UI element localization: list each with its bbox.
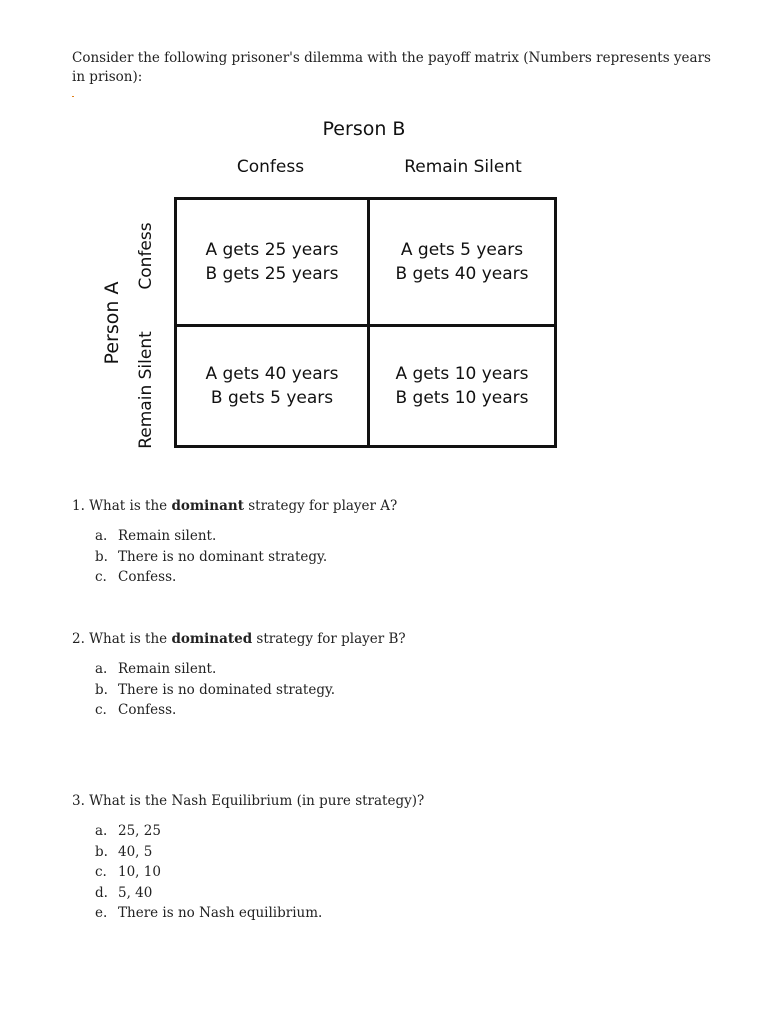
option-text: Confess. bbox=[118, 702, 177, 719]
question-2-post: strategy for player B? bbox=[252, 631, 406, 647]
option-letter: b. bbox=[95, 548, 108, 565]
cell-b-payoff: B gets 25 years bbox=[205, 264, 339, 284]
option-text: There is no Nash equilibrium. bbox=[118, 905, 323, 922]
option-text: Confess. bbox=[118, 569, 177, 586]
option-letter: b. bbox=[95, 843, 108, 860]
question-2-pre: 2. What is the bbox=[72, 631, 172, 647]
option-letter: d. bbox=[95, 884, 108, 901]
cell-a-payoff: A gets 40 years bbox=[205, 364, 339, 384]
payoff-matrix bbox=[174, 197, 557, 448]
option-letter: a. bbox=[95, 661, 108, 677]
cell-b-payoff: B gets 40 years bbox=[395, 264, 529, 284]
question-1-emphasis: dominant bbox=[171, 498, 244, 514]
question-3: 3. What is the Nash Equilibrium (in pure strategy)? bbox=[72, 793, 425, 809]
col-header-remain-silent: Remain Silent bbox=[404, 157, 522, 177]
question-2-emphasis: dominated bbox=[171, 631, 253, 647]
option-letter: a. bbox=[95, 528, 108, 544]
col-header-confess: Confess bbox=[236, 157, 305, 177]
cell-confess-silent bbox=[370, 200, 554, 324]
option-text: There is no dominated strategy. bbox=[118, 681, 336, 698]
col-player-label: Person B bbox=[322, 118, 406, 140]
option-letter: c. bbox=[95, 569, 107, 586]
option-text: 25, 25 bbox=[118, 823, 161, 839]
cell-b-payoff: B gets 10 years bbox=[395, 388, 529, 408]
option-text: 10, 10 bbox=[118, 864, 161, 881]
cell-a-payoff: A gets 10 years bbox=[395, 364, 529, 384]
cell-a-payoff: A gets 5 years bbox=[400, 240, 524, 260]
option-letter: b. bbox=[95, 681, 108, 698]
row-header-confess: Confess bbox=[136, 222, 156, 290]
option-letter: e. bbox=[95, 905, 108, 922]
cell-silent-confess bbox=[177, 327, 367, 445]
question-1-post: strategy for player A? bbox=[243, 498, 398, 514]
question-1 bbox=[72, 497, 397, 515]
cell-b-payoff: B gets 5 years bbox=[210, 388, 334, 408]
intro-text: Consider the following prisoner's dilemma with the payoff matrix (Numbers represents years in prison): bbox=[72, 50, 711, 85]
row-player-label: Person A bbox=[101, 281, 123, 365]
orange-mark bbox=[72, 96, 74, 97]
option-text: 40, 5 bbox=[118, 843, 153, 860]
question-1-pre: 1. What is the bbox=[72, 498, 172, 514]
question-2 bbox=[72, 630, 406, 648]
option-text: Remain silent. bbox=[118, 661, 217, 677]
option-letter: c. bbox=[95, 702, 107, 719]
option-letter: c. bbox=[95, 864, 107, 881]
option-text: There is no dominant strategy. bbox=[118, 548, 328, 565]
option-text: 5, 40 bbox=[118, 884, 153, 901]
row-header-remain-silent: Remain Silent bbox=[136, 331, 156, 449]
cell-a-payoff: A gets 25 years bbox=[205, 240, 339, 260]
option-letter: a. bbox=[95, 823, 108, 839]
cell-confess-confess bbox=[177, 200, 367, 324]
option-text: Remain silent. bbox=[118, 528, 217, 544]
cell-silent-silent bbox=[370, 327, 554, 445]
